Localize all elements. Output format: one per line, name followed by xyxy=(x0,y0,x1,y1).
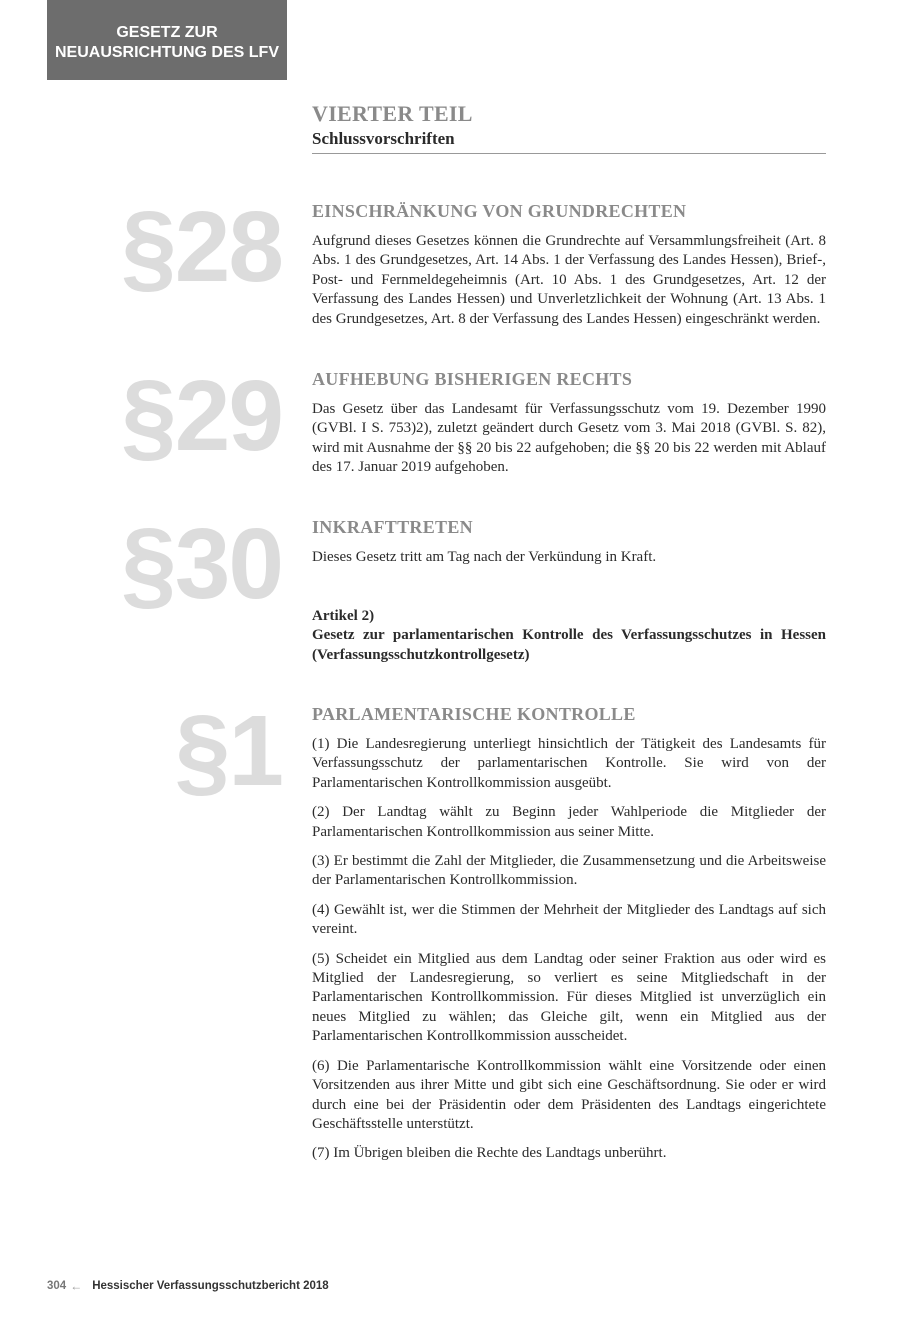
publication-title: Hessischer Verfassungsschutzbericht 2018 xyxy=(92,1280,329,1292)
part-header xyxy=(312,100,826,154)
section-title: PARLAMENTARISCHE KONTROLLE xyxy=(312,704,636,724)
artikel-heading xyxy=(312,607,826,665)
section-paragraph: (2) Der Landtag wählt zu Beginn jeder Wahlperiode die Mitglieder der Parlamentarischen Kontrollkommission aus seiner Mitte. xyxy=(312,804,826,840)
section-29 xyxy=(312,368,826,478)
page-footer xyxy=(47,1279,329,1293)
section-title: EINSCHRÄNKUNG VON GRUNDRECHTEN xyxy=(312,201,687,221)
section-paragraph: (4) Gewählt ist, wer die Stimmen der Mehrheit der Mitglieder des Landtags auf sich vereint. xyxy=(312,901,826,938)
chapter-tab xyxy=(47,0,287,80)
part-subtitle: Schlussvorschriften xyxy=(312,129,455,148)
paragraph-number-30: §30 xyxy=(121,508,282,620)
chapter-tab-line1: GESETZ ZUR xyxy=(116,23,218,41)
section-paragraph: (3) Er bestimmt die Zahl der Mitglieder, die Zusammensetzung und die Arbeitsweise der Parlamentarischen Kontrollkommission. xyxy=(312,853,826,889)
paragraph-number-29: §29 xyxy=(121,360,282,472)
section-paragraph: Das Gesetz über das Landesamt für Verfassungsschutz vom 19. Dezember 1990 (GVBl. I S. 753)2), zuletzt geändert durch Gesetz vom 3. Mai 2018 (GVBl. S. 82), wird mit Ausnahme der §§ 20 bis 22 aufgehoben; die §§ 20 bis 22 werden mit Ablauf des 17. Januar 2019 aufgehoben. xyxy=(312,401,826,476)
back-arrow-icon[interactable]: ← xyxy=(70,1279,83,1293)
section-paragraph: Aufgrund dieses Gesetzes können die Grundrechte auf Versammlungsfreiheit (Art. 8 Abs. 1 des Grundgesetzes, Art. 14 Abs. 1 der Verfassung des Landes Hessen), Brief-, Post- und Fernmeldegeheimnis (Art. 10 Abs. 1 des Grundgesetzes, Art. 12 der Verfassung des Landes Hessen) und Unverletzlichkeit der Wohnung (Art. 13 Abs. 1 des Grundgesetzes, Art. 8 der Verfassung des Landes Hessen) eingeschränkt werden. xyxy=(312,233,826,327)
section-paragraph: Dieses Gesetz tritt am Tag nach der Verkündung in Kraft. xyxy=(312,549,657,565)
paragraph-number-1: §1 xyxy=(174,695,282,807)
page-number: 304 xyxy=(47,1280,67,1292)
paragraph-number-28: §28 xyxy=(121,191,282,303)
section-title: INKRAFTTRETEN xyxy=(312,517,473,537)
section-title: AUFHEBUNG BISHERIGEN RECHTS xyxy=(312,369,633,389)
section-paragraph: (5) Scheidet ein Mitglied aus dem Landtag oder seiner Fraktion aus oder wird es Mitglied der Landesregierung, so verliert es seine Mitgliedschaft in der Parlamentarischen Kontrollkommission. Für dieses Mitglied ist unverzüglich ein neues Mitglied zu wählen; das Gleiche gilt, wenn ein Mitglied aus der Parlamentarischen Kontrollkommission ausscheidet. xyxy=(312,950,826,1045)
section-28 xyxy=(312,200,826,329)
section-paragraph: (6) Die Parlamentarische Kontrollkommission wählt eine Vorsitzende oder einen Vorsitzenden aus ihrer Mitte und gibt sich eine Geschäftsordnung. Sie oder er wird durch eine bei der Präsidentin oder dem Präsidenten des Landtags eingerichtete Geschäftsstelle unterstützt. xyxy=(312,1057,826,1132)
section-1 xyxy=(312,703,826,1164)
part-title: VIERTER TEIL xyxy=(312,101,473,126)
chapter-tab-line2: NEUAUSRICHTUNG DES LFV xyxy=(54,43,279,61)
section-30 xyxy=(312,516,826,567)
artikel-label: Artikel 2) xyxy=(312,608,375,624)
artikel-title: Gesetz zur parlamentarischen Kontrolle des Verfassungsschutzes in Hessen (Verfassungsschutzkontrollgesetz) xyxy=(312,627,826,663)
section-paragraph: (1) Die Landesregierung unterliegt hinsichtlich der Tätigkeit des Landesamts für Verfassungsschutz der parlamentarischen Kontrolle. Sie wird von der Parlamentarischen Kontrollkommission ausgeübt. xyxy=(312,736,826,791)
section-paragraph: (7) Im Übrigen bleiben die Rechte des Landtags unberührt. xyxy=(312,1145,667,1162)
